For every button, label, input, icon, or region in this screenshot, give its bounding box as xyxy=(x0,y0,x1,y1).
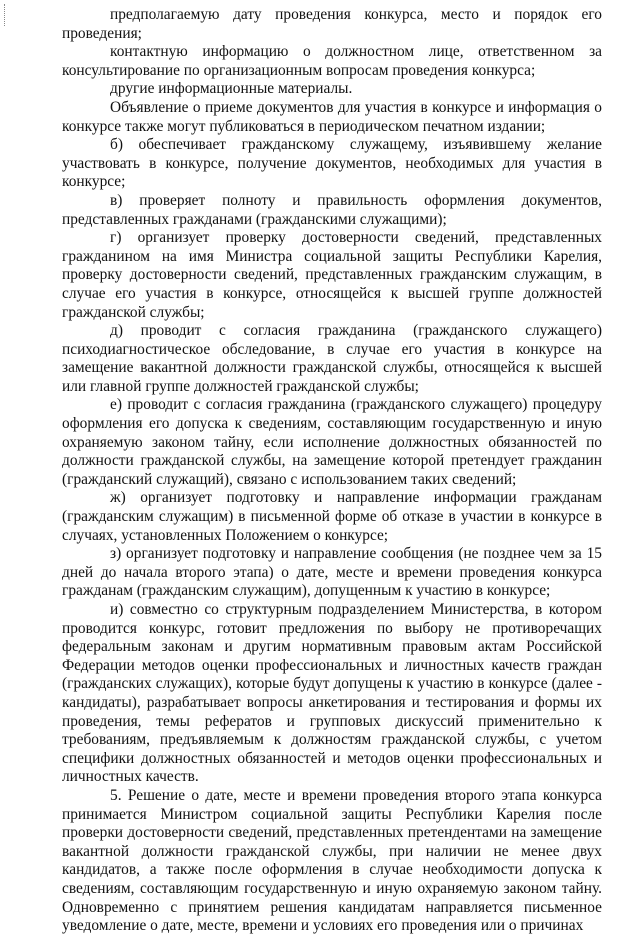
paragraph-item-g: г) организует проверку достоверности сведений, представленных гражданином на имя Министра социальной защиты Республики Карелия, проверку достоверности сведений, представленных гражданским служащим, в случае его участия в конкурсе, относящейся к высшей группе должностей гражданской службы; xyxy=(62,229,602,321)
paragraph-item-d: д) проводит с согласия гражданина (гражданского служащего) психодиагностическое обследование, в случае его участия в конкурсе на замещение вакантной должности гражданской службы, относящейся к высшей или главной группе должностей гражданской службы; xyxy=(62,322,602,395)
paragraph-item-zh: ж) организует подготовку и направление информации гражданам (гражданским служащим) в письменной форме об отказе в участии в конкурсе в случаях, установленных Положением о конкурсе; xyxy=(62,489,602,544)
paragraph-item-i: и) совместно со структурным подразделением Министерства, в котором проводится конкурс, готовит предложения по выбору не противоречащих федеральным законам и другим нормативным правовым актам Российской Федерации методов оценки профессиональных и личностных качеств граждан (гражданских служащих), которые будут допущены к участию в конкурсе (далее - кандидаты), разрабатывает вопросы анкетирования и тестирования и формы их проведения, темы рефератов и групповых дискуссий применительно к требованиям, предъявляемым к должностям гражданской службы, с учетом специфики должностных обязанностей и методов оценки профессиональных и личностных качеств. xyxy=(62,601,602,786)
paragraph-item-z: з) организует подготовку и направление сообщения (не позднее чем за 15 дней до начала второго этапа) о дате, месте и времени проведения конкурса гражданам (гражданским служащим), допущенным к участию в конкурсе; xyxy=(62,545,602,600)
paragraph-announcement: Объявление о приеме документов для участия в конкурсе и информация о конкурсе также могут публиковаться в периодическом печатном издании; xyxy=(62,98,602,135)
margin-mark xyxy=(4,4,9,26)
paragraph-item-e: е) проводит с согласия гражданина (гражданского служащего) процедуру оформления его допуска к сведениям, составляющим государственную и иную охраняемую законом тайну, если исполнение должностных обязанностей по должности гражданской службы, на замещение которой претендует гражданин (гражданский служащий), связано с использованием таких сведений; xyxy=(62,396,602,488)
paragraph-date-place: предполагаемую дату проведения конкурса, место и порядок его проведения; xyxy=(62,6,602,42)
paragraph-other-materials: другие информационные материалы. xyxy=(110,80,353,98)
paragraph-contact-info: контактную информацию о должностном лице, ответственном за консультирование по организационным вопросам проведения конкурса; xyxy=(62,43,602,79)
document-page xyxy=(62,6,602,936)
paragraph-item-b: б) обеспечивает гражданскому служащему, изъявившему желание участвовать в конкурсе, получение документов, необходимых для участия в конкурсе; xyxy=(62,136,602,191)
paragraph-item-v: в) проверяет полноту и правильность оформления документов, представленных гражданами (гражданскими служащими); xyxy=(62,191,602,228)
paragraph-section-5: 5. Решение о дате, месте и времени проведения второго этапа конкурса принимается Министром социальной защиты Республики Карелия после проверки достоверности сведений, представленных претендентами на замещение вакантной должности гражданской службы, при наличии не менее двух кандидатов, а также после оформления в случае необходимости допуска к сведениям, составляющим государственную и иную охраняемую законом тайну. Одновременно с принятием решения кандидатам направляется письменное уведомление о дате, месте, времени и условиях его проведения или о причинах xyxy=(62,786,602,935)
